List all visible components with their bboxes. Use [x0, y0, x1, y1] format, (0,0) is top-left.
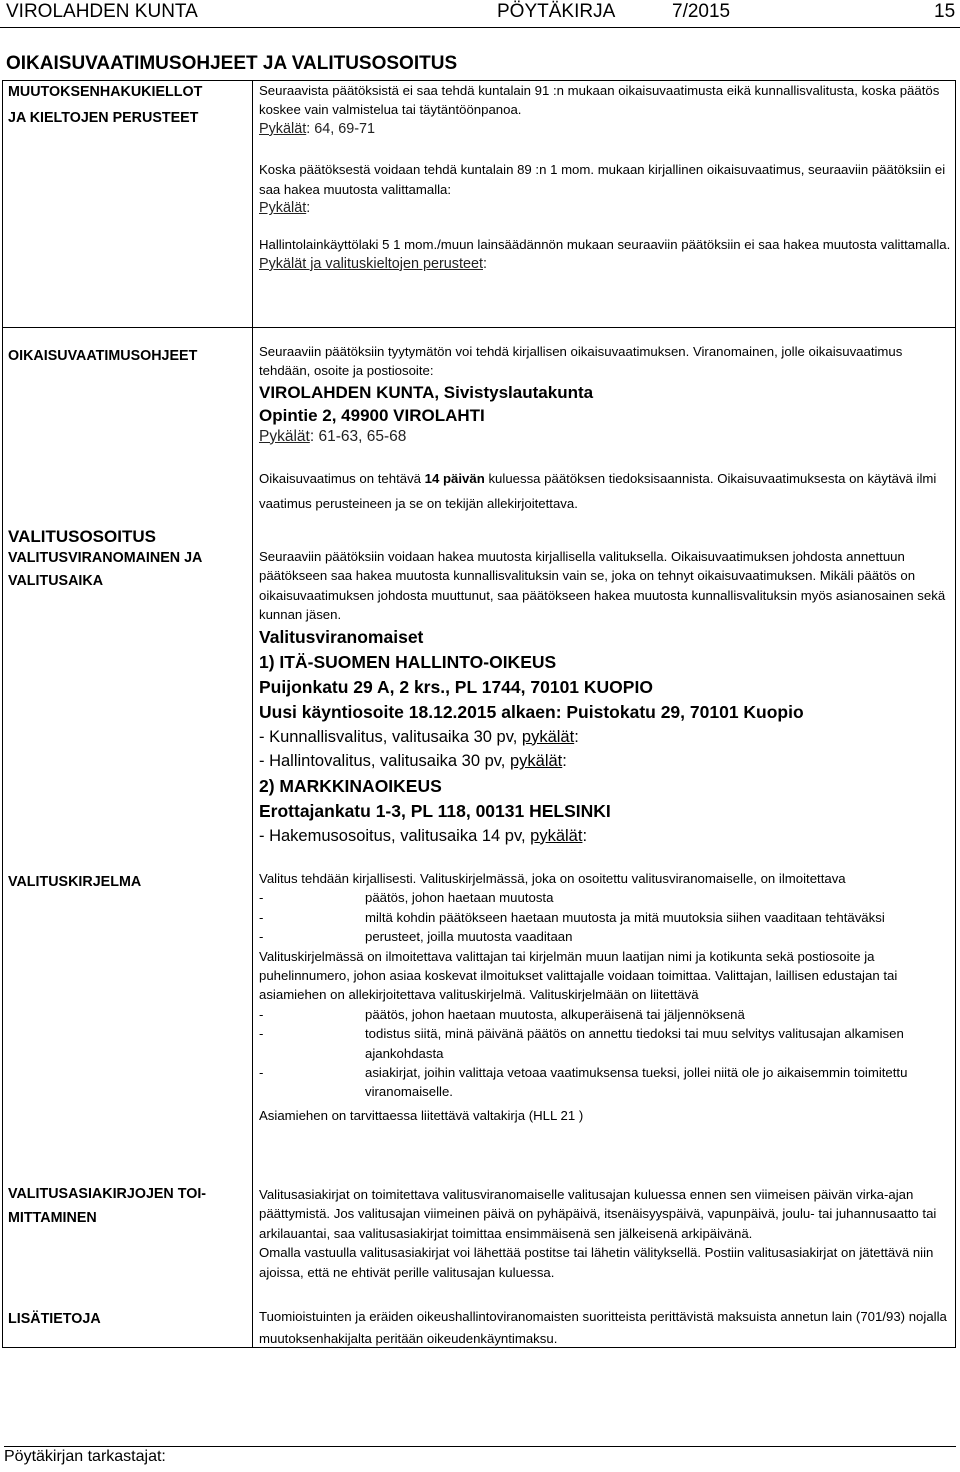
restrictions-sections-1: Pykälät: 64, 69-71 — [259, 120, 376, 137]
label-restrictions: MUUTOKSENHAKUKIELLOT — [8, 84, 203, 100]
appeal-authorities-heading: Valitusviranomaiset — [259, 626, 424, 647]
restrictions-content — [259, 81, 953, 274]
list-item: - asiakirjat, joihin valittaja vetoaa vaatimuksensa tueksi, jollei niitä ole jo aikaisemmin toimitettu viranomaiselle. — [259, 1065, 908, 1100]
appeal-letter-content — [259, 869, 953, 1125]
list-item: - todistus siitä, minä päivänä päätös on annettu tiedoksi tai muu selvitys valitusajan alkamisen ajankohdasta — [259, 1026, 904, 1061]
label-appeal-period: VALITUSAIKA — [8, 573, 104, 589]
label-restrictions-grounds: JA KIELTOJEN PERUSTEET — [8, 110, 199, 126]
list-item: - miltä kohdin päätökseen haetaan muutosta ja mitä muutoksia siihen vaaditaan tehtäväksi — [259, 909, 885, 925]
delivery-text-2: Omalla vastuulla valitusasiakirjat voi lähettää postitse tai lähetin välityksellä. Postiin valitusasiakirjat on jätettävä niin ajoissa, että ne ehtivät perille valitusajan kuluessa. — [259, 1245, 934, 1280]
restrictions-sections-2: Pykälät: — [259, 200, 311, 217]
signature-line — [4, 1446, 956, 1447]
list-item: - perusteet, joilla muutosta vaaditaan — [259, 929, 573, 945]
appeal-type-municipal: - Kunnallisvalitus, valitusaika 30 pv, pykälät: — [259, 727, 579, 746]
court-2-name: 2) MARKKINAOIKEUS — [259, 775, 442, 796]
correction-text-2: Oikaisuvaatimus on tehtävä 14 päivän kuluessa päätöksen tiedoksisaannista. Oikaisuvaatimuksesta on käytävä ilmi vaatimus perusteineen ja se on tekijän allekirjoitettava. — [259, 471, 937, 512]
restrictions-text-3: Hallintolainkäyttölaki 5 1 mom./muun lainsäädännön mukaan seuraaviin päätöksiin ei saa hakea muutosta valittamalla. — [259, 237, 951, 253]
court-1-new-address: Uusi käyntiosoite 18.12.2015 alkaen: Puistokatu 29, 70101 Kuopio — [259, 701, 804, 722]
page-title: OIKAISUVAATIMUSOHJEET JA VALITUSOSOITUS — [6, 53, 458, 74]
label-appeal-instructions: VALITUSOSOITUS — [8, 527, 156, 546]
label-document-delivery-cont: MITTAMINEN — [8, 1210, 97, 1226]
list-item: - päätös, johon haetaan muutosta, alkuperäisenä tai jäljennöksenä — [259, 1006, 745, 1022]
court-2-address: Erottajankatu 1-3, PL 118, 00131 HELSINKI — [259, 800, 611, 821]
label-appeal-letter: VALITUSKIRJELMA — [8, 874, 142, 890]
appeal-type-application: - Hakemusosoitus, valitusaika 14 pv, pykälät: — [259, 826, 588, 845]
correction-address: Opintie 2, 49900 VIROLAHTI — [259, 405, 485, 425]
correction-sections: Pykälät: 61-63, 65-68 — [259, 427, 407, 445]
delivery-text-1: Valitusasiakirjat on toimitettava valitusviranomaiselle valitusajan kuluessa ennen sen viimeisen päivän virka-ajan päättymistä. Jos valitusajan viimeinen päivä on pyhäpäivä, itsenäisyyspäivä, vapunpäivä, joulu- tai juhannusaatto tai arkilauantai, saa valitusasiakirjat toimittaa ensimmäisenä sen jälkeisenä arkipäivänä. — [259, 1187, 937, 1241]
court-1-address: Puijonkatu 29 A, 2 krs., PL 1744, 70101 KUOPIO — [259, 676, 653, 697]
header-doc-type: PÖYTÄKIRJA — [497, 1, 616, 22]
table-row-divider — [2, 327, 956, 328]
appeal-letter-text-3: Asiamiehen on tarvittaessa liitettävä valtakirja (HLL 21 ) — [259, 1107, 584, 1123]
page-header — [0, 0, 960, 28]
correction-content — [259, 342, 953, 516]
restrictions-text-1: Seuraavista päätöksistä ei saa tehdä kuntalain 91 :n mukaan oikaisuvaatimusta eikä kunnallisvalitusta, koska päätös koskee vain valmistelua tai täytäntöönpanoa. — [259, 83, 940, 118]
label-more-info: LISÄTIETOJA — [8, 1311, 101, 1327]
correction-text-1: Seuraaviin päätöksiin tyytymätön voi tehdä kirjallisen oikaisuvaatimuksen. Viranomainen, jolle oikaisuvaatimus tehdään, osoite ja postiosoite: — [259, 344, 903, 379]
header-doc-number: 7/2015 — [672, 1, 731, 22]
header-org: VIROLAHDEN KUNTA — [6, 1, 198, 22]
appeal-letter-text-1: Valitus tehdään kirjallisesti. Valituskirjelmässä, joka on osoitettu valitusviranomaiselle, on ilmoitettava — [259, 871, 846, 886]
header-page-number: 15 — [934, 1, 956, 22]
more-info-content — [259, 1306, 953, 1350]
restrictions-text-2: Koska päätöksestä voidaan tehdä kuntalain 89 :n 1 mom. mukaan kirjallinen oikaisuvaatimus, seuraaviin päätöksiin ei saa hakea muutosta valittamalla: — [259, 162, 946, 197]
restrictions-sections-3: Pykälät ja valituskieltojen perusteet: — [259, 255, 487, 272]
label-correction-instructions: OIKAISUVAATIMUSOHJEET — [8, 348, 198, 364]
footer-reviewers-label: Pöytäkirjan tarkastajat: — [4, 1448, 166, 1465]
table-column-divider — [252, 80, 253, 1348]
correction-authority: VIROLAHDEN KUNTA, Sivistyslautakunta — [259, 382, 594, 402]
appeal-letter-text-2: Valituskirjelmässä on ilmoitettava valittajan tai kirjelmän muun laatijan nimi ja kotikunta sekä postiosoite ja puhelinnumero, johon asiaa koskevat ilmoitukset valittajalle voidaan toimittaa. Valittajan, laillisen edustajan tai asiamiehen on allekirjoitettava valituskirjelmä. Valituskirjelmään on liitettävä — [259, 948, 898, 1003]
appeal-type-administrative: - Hallintovalitus, valitusaika 30 pv, pykälät: — [259, 752, 567, 771]
label-document-delivery: VALITUSASIAKIRJOJEN TOI- — [8, 1186, 207, 1202]
appeal-content — [259, 547, 953, 848]
delivery-content — [259, 1185, 953, 1282]
label-appeal-authority: VALITUSVIRANOMAINEN JA — [8, 550, 203, 566]
list-item: - päätös, johon haetaan muutosta — [259, 890, 554, 906]
court-1-name: 1) ITÄ-SUOMEN HALLINTO-OIKEUS — [259, 651, 557, 672]
appeal-text: Seuraaviin päätöksiin voidaan hakea muutosta kirjallisella valituksella. Oikaisuvaatimuksen johdosta annettuun päätökseen saa hakea muutosta kunnallisvalituksin vain se, joka on tehnyt oikaisuvaatimuksen. Mikäli päätös on oikaisuvaatimuksen johdosta muuttunut, saa päätökseen hakea muutosta kunnallisvalituksin myös asianosainen sekä kunnan jäsen. — [259, 549, 946, 623]
more-info-text: Tuomioistuinten ja eräiden oikeushallintoviranomaisten suoritteista perittävistä maksuista annetun lain (701/93) nojalla muutoksenhakijalta peritään oikeudenkäyntimaksu. — [259, 1309, 947, 1346]
